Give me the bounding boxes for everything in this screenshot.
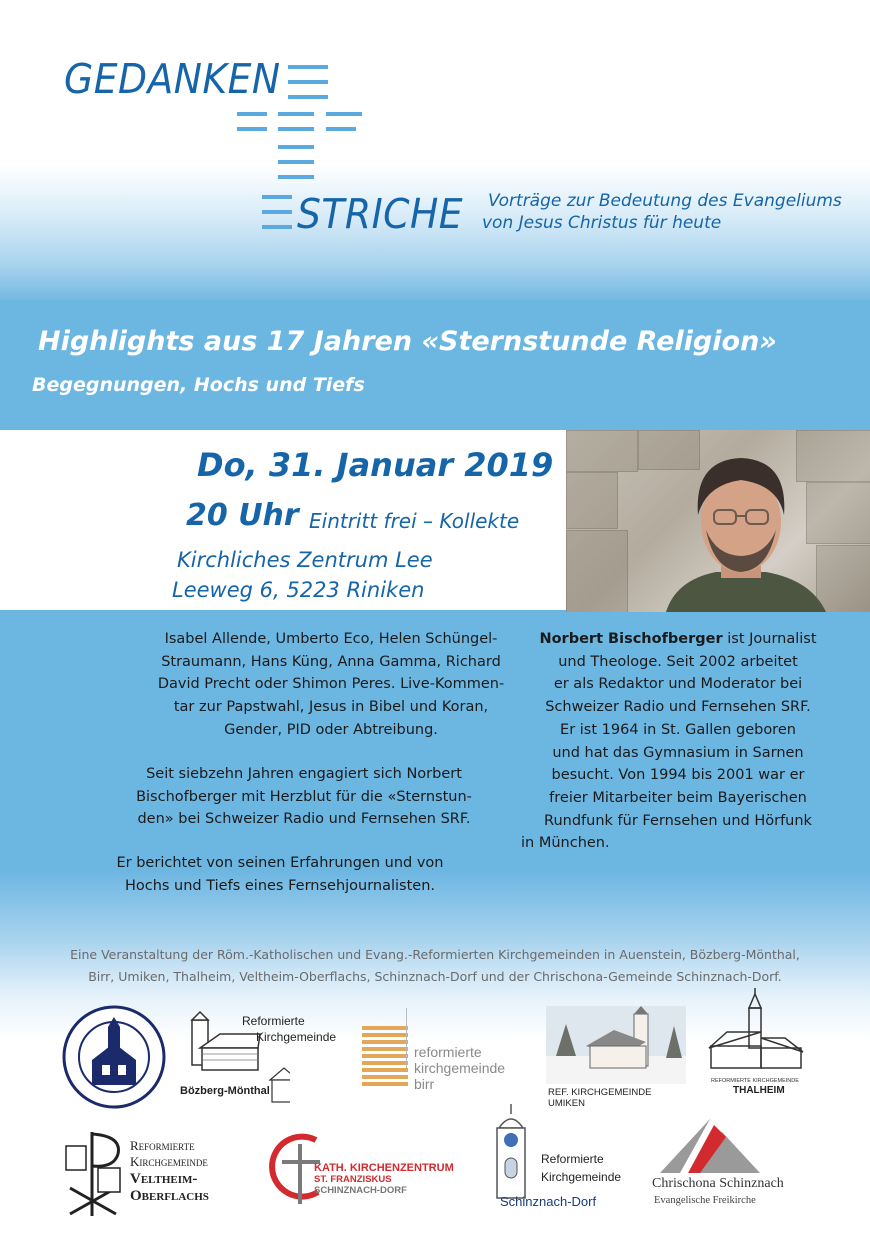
logo-boezberg — [180, 1010, 340, 1105]
logo-umiken — [545, 1005, 687, 1109]
logo-thalheim-line2: THALHEIM — [733, 1085, 785, 1096]
header-gradient — [0, 0, 870, 300]
event-date: Do, 31. Januar 2019 — [197, 446, 554, 484]
logo-kath-line1: KATH. KIRCHENZENTRUM — [314, 1162, 454, 1174]
event-time: 20 Uhr — [186, 498, 299, 533]
speaker-name: Norbert Bischofberger — [539, 631, 723, 647]
logo-schinznach-line1: Reformierte — [541, 1152, 604, 1166]
speaker-photo — [566, 430, 870, 612]
logo-thalheim-line1: REFORMIERTE KIRCHGEMEINDE — [711, 1078, 799, 1084]
logo-schinznach-dorf — [485, 1104, 630, 1214]
event-subtitle: Begegnungen, Hochs und Tiefs — [32, 374, 365, 396]
tagline-line-2: von Jesus Christus für heute — [482, 213, 722, 233]
logo-birr-line2: kirchgemeinde — [414, 1060, 506, 1076]
logo-veltheim-line4: Oberflachs — [130, 1188, 209, 1204]
organizer-note: Eine Veranstaltung der Röm.-Katholischen und Evang.-Reformierten Kirchgemeinden in Auenstein, Bözberg-Mönthal, Birr, Umiken, Thalheim, Veltheim-Oberflachs, Schinznach-Dorf und der Chrischona-Gemeinde Schinznach-Dorf. — [70, 947, 800, 984]
logo-schinznach-line2: Kirchgemeinde — [541, 1170, 622, 1184]
logo-kath-line2: ST. FRANZISKUS — [314, 1174, 392, 1185]
logo-birr — [362, 1008, 527, 1100]
speaker-bio: Norbert Bischofberger ist Journalist und Theologe. Seit 2002 arbeitet er als Redaktor und Moderator bei Schweizer Radio und Fernsehen SRF. Er ist 1964 in St. Gallen geboren und hat das Gymnasium in Sarnen besucht. Von 1994 bis 2001 war er freier Mitarbeiter beim Bayerischen Rundfunk für Fernsehen und Hörfunk in München. — [521, 631, 817, 852]
logo-chrischona — [650, 1115, 815, 1215]
logo-veltheim-line3: Veltheim- — [130, 1171, 198, 1187]
logo-veltheim — [60, 1128, 260, 1220]
logo-boezberg-line2: Kirchgemeinde — [256, 1030, 337, 1044]
logo-birr-line1: reformierte — [414, 1044, 482, 1060]
event-venue-address: Leeweg 6, 5223 Riniken — [172, 578, 425, 602]
event-title: Highlights aus 17 Jahren «Sternstunde Religion» — [38, 326, 777, 357]
event-entry: Eintritt frei – Kollekte — [309, 509, 520, 533]
logo-word-striche: STRICHE — [297, 190, 464, 238]
logo-schinznach-line3: Schinznach-Dorf — [500, 1194, 597, 1209]
logo-chrischona-line1: Chrischona Schinznach — [652, 1176, 784, 1191]
logo-chrischona-line2: Evangelische Freikirche — [654, 1195, 756, 1206]
left-paragraph-3: Er berichtet von seinen Erfahrungen und von Hochs und Tiefs eines Fernsehjournalisten. — [116, 855, 444, 894]
tagline-line-1: Vorträge zur Bedeutung des Evangeliums — [488, 191, 842, 211]
logo-word-gedanken: GEDANKEN — [64, 55, 281, 103]
title-band — [0, 300, 870, 430]
left-paragraph-2: Seit siebzehn Jahren engagiert sich Norbert Bischofberger mit Herzblut für die «Sternstun- den» bei Schweizer Radio und Fernsehen SRF. — [136, 766, 472, 828]
logo-birr-line3: birr — [414, 1076, 435, 1092]
logo-boezberg-line3: Bözberg-Mönthal — [180, 1085, 270, 1097]
logo-umiken-text: REF. KIRCHGEMEINDE UMIKEN — [548, 1087, 652, 1109]
event-venue-name: Kirchliches Zentrum Lee — [177, 548, 433, 572]
logo-kath-line3: SCHINZNACH-DORF — [314, 1185, 407, 1196]
logo-boezberg-line1: Reformierte — [242, 1014, 305, 1028]
logo-auenstein — [62, 1005, 166, 1109]
logo-veltheim-line2: Kirchgemeinde — [130, 1154, 208, 1169]
logo-veltheim-line1: Reformierte — [130, 1138, 195, 1153]
left-paragraph-1: Isabel Allende, Umberto Eco, Helen Schüngel- Straumann, Hans Küng, Anna Gamma, Richard David Precht oder Shimon Peres. Live-Kommen- tar zur Papstwahl, Jesus in Bibel und Koran, Gender, PID oder Abtreibung. — [157, 631, 505, 738]
logo-thalheim — [705, 988, 810, 1100]
logo-kath-franziskus — [268, 1130, 468, 1210]
logo-auenstein-text — [62, 1113, 166, 1114]
